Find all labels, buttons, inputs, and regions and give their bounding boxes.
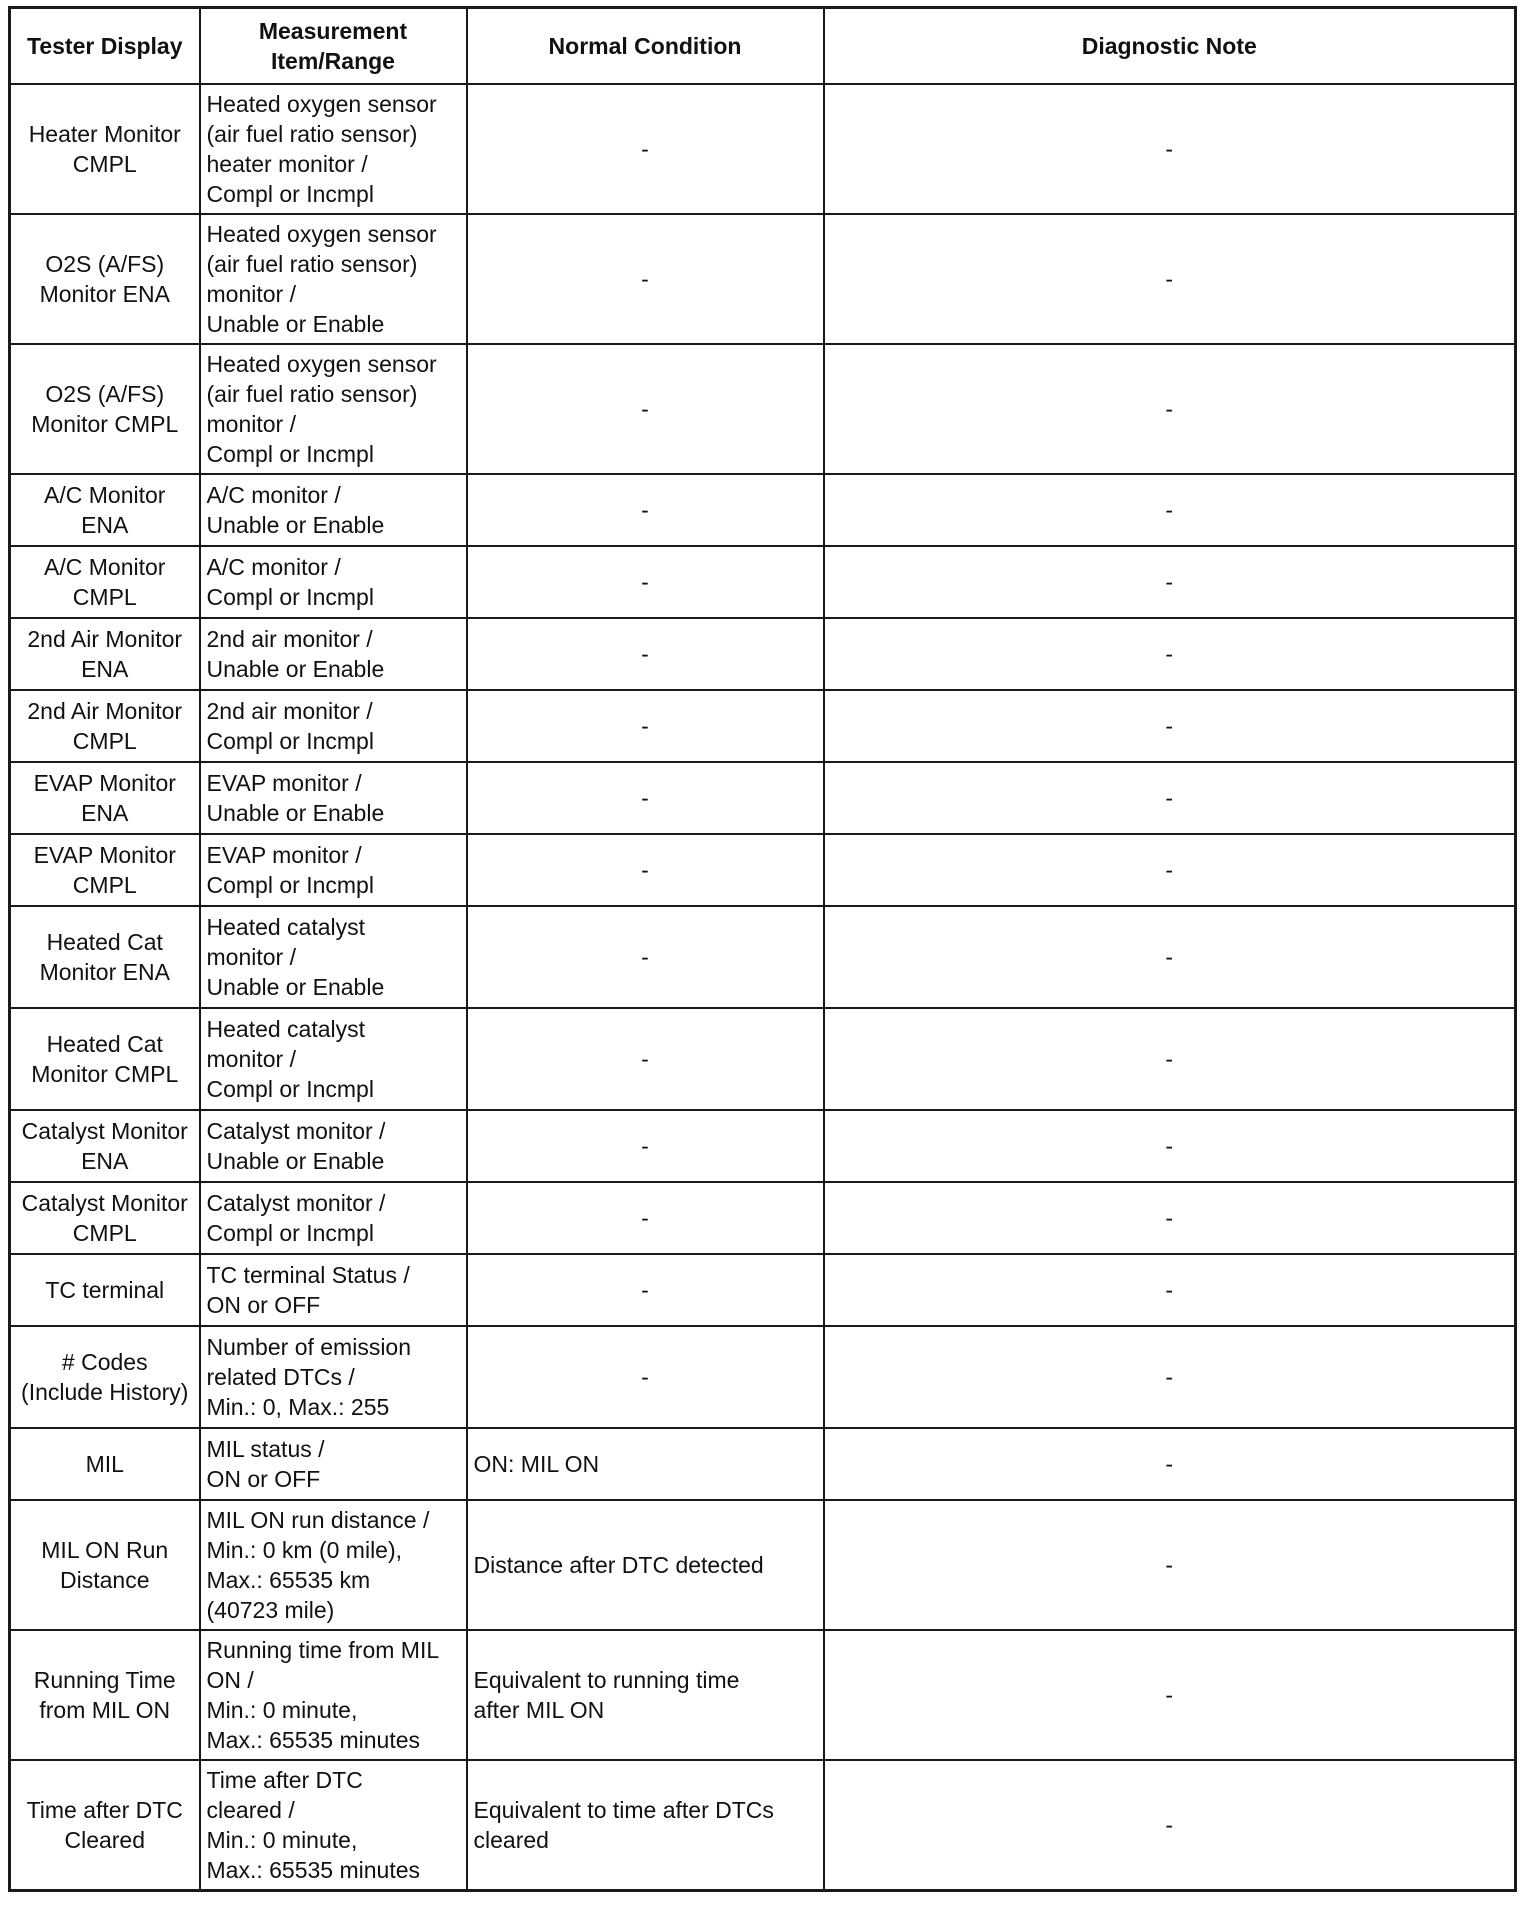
cell-tester-display xyxy=(10,906,200,1008)
table-row xyxy=(10,1760,1516,1890)
cell-measurement-item-text: EVAP monitor / Unable or Enable xyxy=(206,770,385,826)
cell-measurement-item-text: Catalyst monitor / Compl or Incmpl xyxy=(206,1190,386,1246)
table-row xyxy=(10,618,1516,690)
cell-tester-display-text: MIL ON Run Distance xyxy=(41,1537,169,1593)
table-row xyxy=(10,84,1516,214)
cell-measurement-item-text: Time after DTC cleared / Min.: 0 minute, Max.: 65535 minutes xyxy=(206,1766,421,1883)
cell-normal-condition-text: ON: MIL ON xyxy=(473,1451,600,1477)
cell-normal-condition-text: - xyxy=(641,1133,649,1159)
cell-diagnostic-note xyxy=(824,344,1516,474)
header-diagnostic-note: Diagnostic Note xyxy=(824,8,1516,85)
cell-normal-condition xyxy=(467,1254,824,1326)
cell-diagnostic-note-text: - xyxy=(1165,857,1174,883)
cell-measurement-item xyxy=(200,1008,467,1110)
cell-measurement-item-text: EVAP monitor / Compl or Incmpl xyxy=(206,842,374,898)
cell-tester-display xyxy=(10,474,200,546)
data-list-table-container xyxy=(8,6,1517,1892)
cell-tester-display-text: # Codes (Include History) xyxy=(21,1349,189,1405)
table-row xyxy=(10,762,1516,834)
table-row xyxy=(10,906,1516,1008)
cell-tester-display-text: O2S (A/FS) Monitor CMPL xyxy=(31,381,179,437)
cell-tester-display-text: Running Time from MIL ON xyxy=(33,1667,176,1723)
cell-normal-condition xyxy=(467,618,824,690)
cell-diagnostic-note-text: - xyxy=(1165,1552,1174,1578)
cell-diagnostic-note-text: - xyxy=(1165,1046,1174,1072)
table-row xyxy=(10,1254,1516,1326)
cell-tester-display-text: A/C Monitor ENA xyxy=(44,482,166,538)
cell-diagnostic-note xyxy=(824,1110,1516,1182)
cell-normal-condition-text: Distance after DTC detected xyxy=(473,1552,764,1578)
cell-measurement-item xyxy=(200,546,467,618)
table-header-row xyxy=(10,8,1516,85)
cell-normal-condition xyxy=(467,1110,824,1182)
table-row xyxy=(10,1008,1516,1110)
cell-diagnostic-note xyxy=(824,906,1516,1008)
cell-tester-display-text: Time after DTC Cleared xyxy=(26,1796,183,1853)
cell-normal-condition xyxy=(467,906,824,1008)
table-row xyxy=(10,1182,1516,1254)
cell-normal-condition xyxy=(467,762,824,834)
cell-normal-condition xyxy=(467,1008,824,1110)
cell-normal-condition xyxy=(467,1428,824,1500)
cell-normal-condition-text: - xyxy=(641,1277,649,1303)
cell-measurement-item xyxy=(200,618,467,690)
cell-diagnostic-note xyxy=(824,474,1516,546)
cell-normal-condition xyxy=(467,1500,824,1630)
cell-measurement-item xyxy=(200,1630,467,1760)
cell-measurement-item-text: Number of emission related DTCs / Min.: 0, Max.: 255 xyxy=(206,1334,412,1420)
cell-tester-display xyxy=(10,1630,200,1760)
cell-diagnostic-note-text: - xyxy=(1165,1364,1174,1390)
data-list-table xyxy=(8,6,1517,1892)
cell-normal-condition-text: - xyxy=(641,266,649,292)
cell-measurement-item-text: Heated oxygen sensor (air fuel ratio sensor) heater monitor / Compl or Incmpl xyxy=(206,91,437,207)
cell-normal-condition xyxy=(467,1760,824,1890)
cell-normal-condition xyxy=(467,1182,824,1254)
cell-tester-display xyxy=(10,690,200,762)
cell-diagnostic-note xyxy=(824,1428,1516,1500)
cell-tester-display xyxy=(10,1182,200,1254)
cell-normal-condition-text: - xyxy=(641,785,649,811)
table-row xyxy=(10,474,1516,546)
cell-normal-condition-text: - xyxy=(641,944,649,970)
cell-diagnostic-note xyxy=(824,1254,1516,1326)
cell-tester-display-text: Catalyst Monitor ENA xyxy=(21,1118,188,1174)
table-row xyxy=(10,546,1516,618)
table-row xyxy=(10,690,1516,762)
cell-diagnostic-note-text: - xyxy=(1165,136,1174,162)
cell-tester-display xyxy=(10,1326,200,1428)
cell-measurement-item xyxy=(200,1110,467,1182)
cell-measurement-item-text: Heated oxygen sensor (air fuel ratio sensor) monitor / Compl or Incmpl xyxy=(206,351,437,467)
table-row xyxy=(10,214,1516,344)
cell-normal-condition-text: - xyxy=(641,641,649,667)
cell-measurement-item-text: A/C monitor / Unable or Enable xyxy=(206,482,385,538)
cell-diagnostic-note-text: - xyxy=(1165,569,1174,595)
cell-diagnostic-note-text: - xyxy=(1165,1133,1174,1159)
table-row xyxy=(10,1110,1516,1182)
cell-diagnostic-note xyxy=(824,214,1516,344)
cell-tester-display xyxy=(10,344,200,474)
cell-diagnostic-note xyxy=(824,618,1516,690)
header-measurement-item: Measurement Item/Range xyxy=(200,8,467,85)
cell-diagnostic-note-text: - xyxy=(1165,641,1174,667)
cell-diagnostic-note-text: - xyxy=(1165,396,1174,422)
cell-tester-display-text: Heated Cat Monitor ENA xyxy=(39,929,170,985)
cell-tester-display xyxy=(10,834,200,906)
table-row xyxy=(10,1500,1516,1630)
cell-normal-condition-text: Equivalent to running time after MIL ON xyxy=(473,1667,740,1723)
cell-diagnostic-note-text: - xyxy=(1165,944,1174,970)
cell-diagnostic-note-text: - xyxy=(1165,785,1174,811)
cell-tester-display-text: 2nd Air Monitor ENA xyxy=(27,626,183,682)
cell-normal-condition-text: - xyxy=(641,1364,649,1390)
cell-diagnostic-note-text: - xyxy=(1165,1451,1174,1477)
cell-measurement-item xyxy=(200,474,467,546)
header-normal-condition: Normal Condition xyxy=(467,8,824,85)
header-tester-display: Tester Display xyxy=(10,8,200,85)
cell-diagnostic-note-text: - xyxy=(1165,1205,1174,1231)
cell-measurement-item xyxy=(200,1254,467,1326)
cell-measurement-item-text: Heated catalyst monitor / Unable or Enable xyxy=(206,914,385,1000)
cell-tester-display xyxy=(10,1760,200,1890)
cell-measurement-item xyxy=(200,1182,467,1254)
table-row xyxy=(10,1630,1516,1760)
table-row xyxy=(10,834,1516,906)
cell-tester-display-text: O2S (A/FS) Monitor ENA xyxy=(39,251,170,307)
cell-measurement-item xyxy=(200,84,467,214)
cell-diagnostic-note xyxy=(824,762,1516,834)
cell-measurement-item-text: A/C monitor / Compl or Incmpl xyxy=(206,554,374,610)
cell-measurement-item-text: 2nd air monitor / Compl or Incmpl xyxy=(206,698,374,754)
cell-diagnostic-note xyxy=(824,84,1516,214)
cell-measurement-item-text: Running time from MIL ON / Min.: 0 minute, Max.: 65535 minutes xyxy=(206,1637,440,1753)
cell-diagnostic-note-text: - xyxy=(1165,1682,1174,1708)
cell-diagnostic-note-text: - xyxy=(1165,1811,1174,1838)
cell-normal-condition xyxy=(467,690,824,762)
cell-tester-display xyxy=(10,84,200,214)
cell-tester-display-text: EVAP Monitor ENA xyxy=(33,770,176,826)
cell-measurement-item xyxy=(200,690,467,762)
cell-diagnostic-note xyxy=(824,1500,1516,1630)
cell-measurement-item xyxy=(200,1760,467,1890)
cell-measurement-item xyxy=(200,1500,467,1630)
cell-normal-condition xyxy=(467,546,824,618)
cell-tester-display-text: A/C Monitor CMPL xyxy=(44,554,166,610)
cell-normal-condition xyxy=(467,834,824,906)
cell-normal-condition-text: - xyxy=(641,497,649,523)
cell-diagnostic-note-text: - xyxy=(1165,713,1174,739)
cell-measurement-item xyxy=(200,762,467,834)
cell-diagnostic-note-text: - xyxy=(1165,1277,1174,1303)
table-row xyxy=(10,1326,1516,1428)
cell-tester-display xyxy=(10,762,200,834)
table-row xyxy=(10,1428,1516,1500)
cell-normal-condition-text: - xyxy=(641,569,649,595)
cell-diagnostic-note xyxy=(824,1326,1516,1428)
cell-diagnostic-note xyxy=(824,1008,1516,1110)
cell-measurement-item xyxy=(200,834,467,906)
cell-normal-condition-text: - xyxy=(641,857,649,883)
cell-normal-condition-text: - xyxy=(641,136,649,162)
cell-tester-display-text: MIL xyxy=(85,1451,124,1477)
cell-measurement-item xyxy=(200,906,467,1008)
cell-measurement-item-text: MIL status / ON or OFF xyxy=(206,1436,325,1492)
cell-tester-display-text: Heater Monitor CMPL xyxy=(28,121,181,177)
cell-tester-display xyxy=(10,1110,200,1182)
cell-measurement-item-text: MIL ON run distance / Min.: 0 km (0 mile), Max.: 65535 km (40723 mile) xyxy=(206,1507,430,1623)
cell-normal-condition-text: - xyxy=(641,396,649,422)
cell-measurement-item xyxy=(200,214,467,344)
cell-tester-display xyxy=(10,618,200,690)
cell-diagnostic-note xyxy=(824,1182,1516,1254)
cell-tester-display-text: TC terminal xyxy=(45,1277,165,1303)
cell-measurement-item-text: 2nd air monitor / Unable or Enable xyxy=(206,626,385,682)
cell-tester-display xyxy=(10,1254,200,1326)
cell-normal-condition xyxy=(467,214,824,344)
cell-normal-condition-text: - xyxy=(641,1046,649,1072)
cell-tester-display-text: EVAP Monitor CMPL xyxy=(33,842,176,898)
cell-normal-condition-text: Equivalent to time after DTCs cleared xyxy=(473,1796,774,1853)
cell-normal-condition xyxy=(467,344,824,474)
cell-normal-condition xyxy=(467,1326,824,1428)
cell-measurement-item xyxy=(200,1326,467,1428)
cell-diagnostic-note xyxy=(824,834,1516,906)
cell-normal-condition xyxy=(467,474,824,546)
cell-diagnostic-note xyxy=(824,690,1516,762)
cell-tester-display-text: Catalyst Monitor CMPL xyxy=(21,1190,188,1246)
cell-normal-condition xyxy=(467,84,824,214)
cell-normal-condition-text: - xyxy=(641,1205,649,1231)
cell-diagnostic-note xyxy=(824,546,1516,618)
cell-measurement-item-text: Catalyst monitor / Unable or Enable xyxy=(206,1118,386,1174)
cell-tester-display xyxy=(10,546,200,618)
cell-tester-display xyxy=(10,214,200,344)
cell-tester-display xyxy=(10,1428,200,1500)
cell-diagnostic-note xyxy=(824,1630,1516,1760)
cell-diagnostic-note-text: - xyxy=(1165,497,1174,523)
cell-measurement-item xyxy=(200,344,467,474)
cell-diagnostic-note xyxy=(824,1760,1516,1890)
cell-measurement-item-text: Heated oxygen sensor (air fuel ratio sensor) monitor / Unable or Enable xyxy=(206,221,437,337)
cell-tester-display xyxy=(10,1008,200,1110)
cell-normal-condition-text: - xyxy=(641,713,649,739)
cell-tester-display-text: Heated Cat Monitor CMPL xyxy=(31,1031,179,1087)
cell-tester-display xyxy=(10,1500,200,1630)
cell-diagnostic-note-text: - xyxy=(1165,266,1174,292)
cell-measurement-item-text: TC terminal Status / ON or OFF xyxy=(206,1262,410,1318)
cell-measurement-item-text: Heated catalyst monitor / Compl or Incmpl xyxy=(206,1016,374,1102)
cell-normal-condition xyxy=(467,1630,824,1760)
cell-measurement-item xyxy=(200,1428,467,1500)
table-row xyxy=(10,344,1516,474)
cell-tester-display-text: 2nd Air Monitor CMPL xyxy=(27,698,183,754)
